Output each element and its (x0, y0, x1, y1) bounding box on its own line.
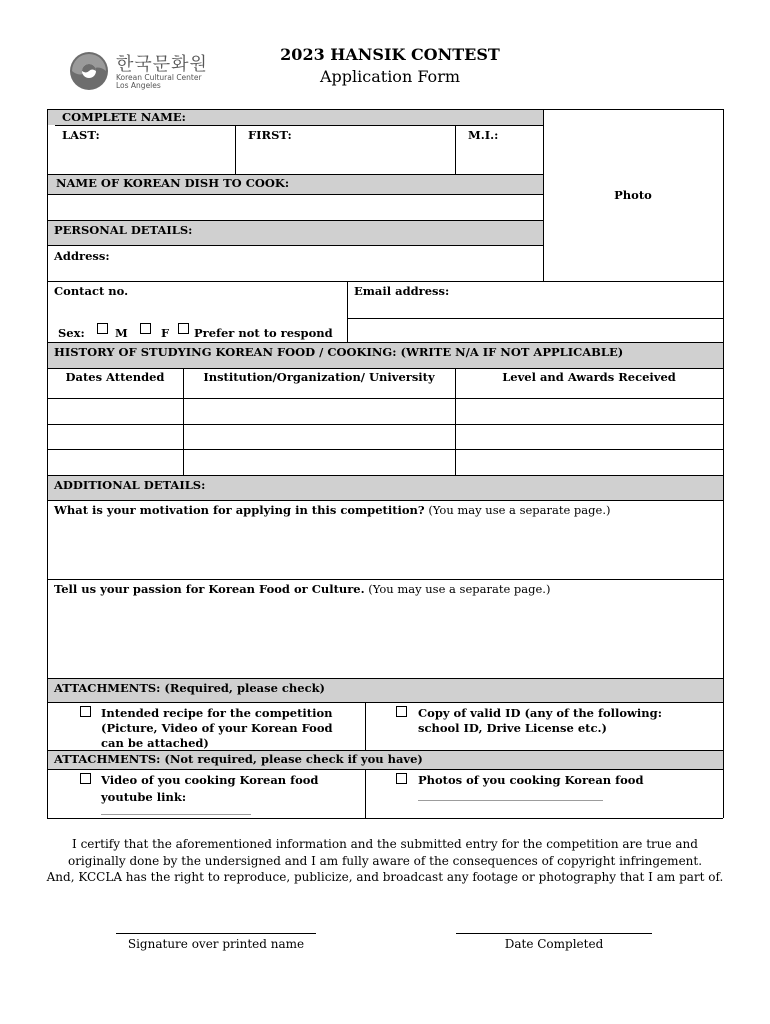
photo-box[interactable] (544, 110, 723, 281)
history-cell[interactable] (456, 399, 722, 423)
recipe-checkbox[interactable] (80, 706, 91, 717)
contact-label: Contact no. (54, 284, 129, 298)
complete-name-heading: COMPLETE NAME: (62, 110, 186, 124)
sex-female-label: F (161, 326, 170, 340)
column-institution: Institution/Organization/ University (203, 370, 435, 384)
signature-line[interactable] (116, 933, 316, 934)
history-cell[interactable] (184, 450, 454, 474)
certification-line: I certify that the aforementioned information and the submitted entry for the competition are true and (72, 837, 698, 851)
sex-male-label: M (115, 326, 128, 340)
sex-label: Sex: (58, 326, 85, 340)
address-label: Address: (54, 249, 110, 263)
date-completed-label: Date Completed (504, 937, 604, 951)
contact-field[interactable] (48, 298, 346, 320)
email-field[interactable] (348, 298, 722, 317)
valid-id-label-line2: school ID, Drive License etc.) (418, 721, 607, 735)
personal-details-heading: PERSONAL DETAILS: (54, 223, 193, 237)
photos-checkbox[interactable] (396, 773, 407, 784)
last-name-field[interactable] (62, 141, 232, 173)
email-label: Email address: (354, 284, 450, 298)
motivation-question (54, 503, 610, 517)
column-level-awards: Level and Awards Received (502, 370, 676, 384)
youtube-link-field[interactable]: ______________________________ (101, 804, 251, 815)
valid-id-checkbox[interactable] (396, 706, 407, 717)
history-cell[interactable] (184, 399, 454, 423)
attachments-required-heading: ATTACHMENTS: (Required, please check) (54, 681, 326, 695)
recipe-label-line3: can be attached) (101, 736, 209, 750)
passion-question-text: Tell us your passion for Korean Food or Culture. (54, 582, 365, 596)
first-name-field[interactable] (238, 141, 452, 173)
additional-details-heading: ADDITIONAL DETAILS: (54, 478, 206, 492)
video-label-line1: Video of you cooking Korean food (101, 773, 319, 787)
middle-initial-label: M.I.: (468, 128, 499, 142)
photos-label-line1: Photos of you cooking Korean food (418, 773, 644, 787)
passion-answer-field[interactable] (48, 598, 722, 677)
passion-question (54, 582, 550, 596)
certification-line: originally done by the undersigned and I am fully aware of the consequences of copyright infringement. (67, 853, 703, 868)
form-subtitle: Application Form (319, 67, 461, 86)
certification-line: And, KCCLA has the right to reproduce, publicize, and broadcast any footage or photography that I am part of. (46, 870, 724, 884)
video-label-line2: youtube link: (101, 790, 187, 804)
logo-location-text: Los Angeles (116, 81, 161, 90)
sex-prefer-not-label: Prefer not to respond (194, 326, 333, 340)
logo-korean-text: 한국문화원 (116, 54, 208, 75)
history-cell[interactable] (48, 399, 182, 423)
photos-link-field[interactable]: _____________________________________ (418, 790, 603, 801)
sex-female-checkbox[interactable] (140, 323, 151, 334)
dish-name-field[interactable] (48, 195, 542, 219)
attachments-optional-heading: ATTACHMENTS: (Not required, please check if you have) (54, 752, 423, 766)
history-cell[interactable] (48, 425, 182, 448)
motivation-note: (You may use a separate page.) (428, 503, 611, 517)
history-cell[interactable] (48, 450, 182, 474)
signature-label: Signature over printed name (127, 937, 305, 951)
passion-note: (You may use a separate page.) (368, 582, 551, 596)
certification-text (40, 836, 730, 886)
sex-male-checkbox[interactable] (97, 323, 108, 334)
motivation-question-text: What is your motivation for applying in this competition? (54, 503, 425, 517)
logo-english-text: Korean Cultural Center (116, 73, 202, 82)
column-dates-attended: Dates Attended (65, 370, 165, 384)
valid-id-label-line1: Copy of valid ID (any of the following: (418, 706, 662, 720)
history-cell[interactable] (184, 425, 454, 448)
recipe-label-line1: Intended recipe for the competition (101, 706, 333, 720)
history-heading: HISTORY OF STUDYING KOREAN FOOD / COOKING: (WRITE N/A IF NOT APPLICABLE) (54, 345, 624, 359)
middle-initial-field[interactable] (458, 141, 540, 173)
recipe-label-line2: (Picture, Video of your Korean Food (101, 721, 333, 735)
history-cell[interactable] (456, 450, 722, 474)
address-field[interactable] (112, 247, 542, 280)
date-line[interactable] (456, 933, 652, 934)
video-checkbox[interactable] (80, 773, 91, 784)
last-name-label: LAST: (62, 128, 100, 142)
form-title: 2023 HANSIK CONTEST (280, 45, 500, 64)
first-name-label: FIRST: (248, 128, 292, 142)
motivation-answer-field[interactable] (48, 520, 722, 578)
photo-label: Photo (614, 188, 652, 202)
dish-heading: NAME OF KOREAN DISH TO COOK: (56, 176, 290, 190)
sex-prefer-not-checkbox[interactable] (178, 323, 189, 334)
history-cell[interactable] (456, 425, 722, 448)
